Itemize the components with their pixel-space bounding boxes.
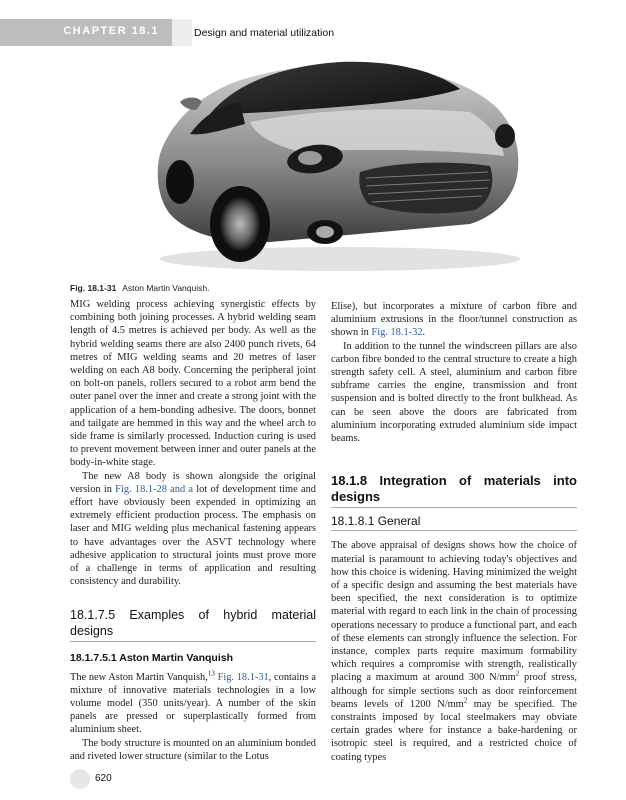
- chapter-title: Design and material utilization: [194, 27, 335, 39]
- subsection-heading: 18.1.8.1 General: [331, 514, 421, 529]
- car-photo: [150, 44, 526, 272]
- paragraph: [331, 300, 577, 340]
- section-heading: 18.1.8 Integration of materials into designs: [331, 473, 577, 505]
- paragraph: MIG welding process achieving synergistic effects by combining both joining processes. A hybrid welding seam length of 4.5 metres is achieved per body. As well as the hybrid welding seams there are also 2400 punch rivets, 64 metres of MIG welding seams and 20 metres of laser welding on each A8 body. Concerning the peripheral joint on bolt-on panels, rollers secured to a robot arm bend the outer panel over the inner and create a strong joint with the application of a hem-bonding adhesive. The doors, bonnet and tailgate are hemmed in this way and the wheel arch to side frame is similarly processed. Induction curing is used to prevent movement between inner and outer panels at the body-in-white stage.: [70, 299, 316, 469]
- superscript: 2: [463, 696, 468, 705]
- right-column: [331, 300, 577, 764]
- figure-link[interactable]: Fig. 18.1-28 and a: [115, 483, 194, 495]
- paragraph: [70, 470, 316, 589]
- figure-caption-text: Aston Martin Vanquish.: [122, 283, 210, 293]
- text-run: The new Aston Martin Vanquish,: [70, 671, 208, 683]
- text-run: may be specified. The constraints imposed by local steelmakers may obviate certain grades where for instance a bake-hardening or isotropic steel is required, and a restricted choice of coating types: [331, 698, 577, 763]
- figure-link[interactable]: Fig. 18.1-31: [217, 671, 269, 683]
- footnote-ref[interactable]: 13: [207, 669, 215, 678]
- text-run: The new A8 body is shown alongside the original version in: [70, 470, 316, 495]
- left-column: [70, 298, 316, 763]
- page-number: 620: [95, 773, 112, 784]
- text-run: proof stress, although for simple sections such as door reinforcement beams levels of 1200 N/mm: [331, 672, 577, 710]
- text-run: The above appraisal of designs shows how the choice of material is paramount to achieving today's objectives and how this choice is widening. Having minimized the weight of a specific design and assuming the best materials have been specified, the next consideration is to optimize material with regard to each link in the chain of processing operations necessary to produce a functional part, and each of these elements can strongly influence the selection. For instance, complex parts require maximum formability which requires a compromise with strength, realistically placing a maximum at around 300 N/mm: [331, 540, 577, 684]
- text-run: Elise), but incorporates a mixture of carbon fibre and aluminium extrusions in the floor/tunnel construction as shown in: [331, 301, 577, 339]
- subsection-heading: 18.1.7.5.1 Aston Martin Vanquish: [70, 652, 233, 665]
- paragraph: [70, 671, 316, 737]
- paragraph: [331, 539, 577, 763]
- superscript: 2: [515, 670, 520, 678]
- text-run: , contains a mixture of innovative materials technologies in a low volume model (350 units/year). A number of the skin panels are pressed or superplastically formed from aluminium sheet.: [70, 671, 316, 736]
- figure-caption: [70, 283, 209, 293]
- chapter-tab: [0, 19, 172, 46]
- paragraph: The body structure is mounted on an aluminium bonded and riveted lower structure (similar to the Lotus: [70, 737, 316, 762]
- paragraph: In addition to the tunnel the windscreen pillars are also carbon fibre bonded to the central structure to create a high strength safety cell. A steel, aluminium and carbon fibre subframe carries the engine, transmission and front suspension and is bolted directly to the front bulkhead. As can be seen above the doors are fabricated from aluminium incorporating extruded aluminium side impact beams.: [331, 340, 577, 445]
- page-number-marker: [70, 769, 90, 789]
- text-run: lot of development time and effort have obviously been expended in optimizing an extremely efficient production process. The emphasis on laser and MIG welding plus mechanical fastening appears to have advantages over the ASVT technology where adhesive application to structural joints must prove more of a challenge in terms of application and resulting consistency and durability.: [70, 483, 316, 588]
- figure-link[interactable]: Fig. 18.1-32: [371, 327, 423, 339]
- figure-label: Fig. 18.1-31: [70, 283, 117, 293]
- header-divider: [172, 19, 192, 46]
- section-heading: 18.1.7.5 Examples of hybrid material designs: [70, 608, 316, 638]
- text-run: .: [422, 327, 426, 339]
- chapter-label: CHAPTER 18.1: [63, 25, 159, 37]
